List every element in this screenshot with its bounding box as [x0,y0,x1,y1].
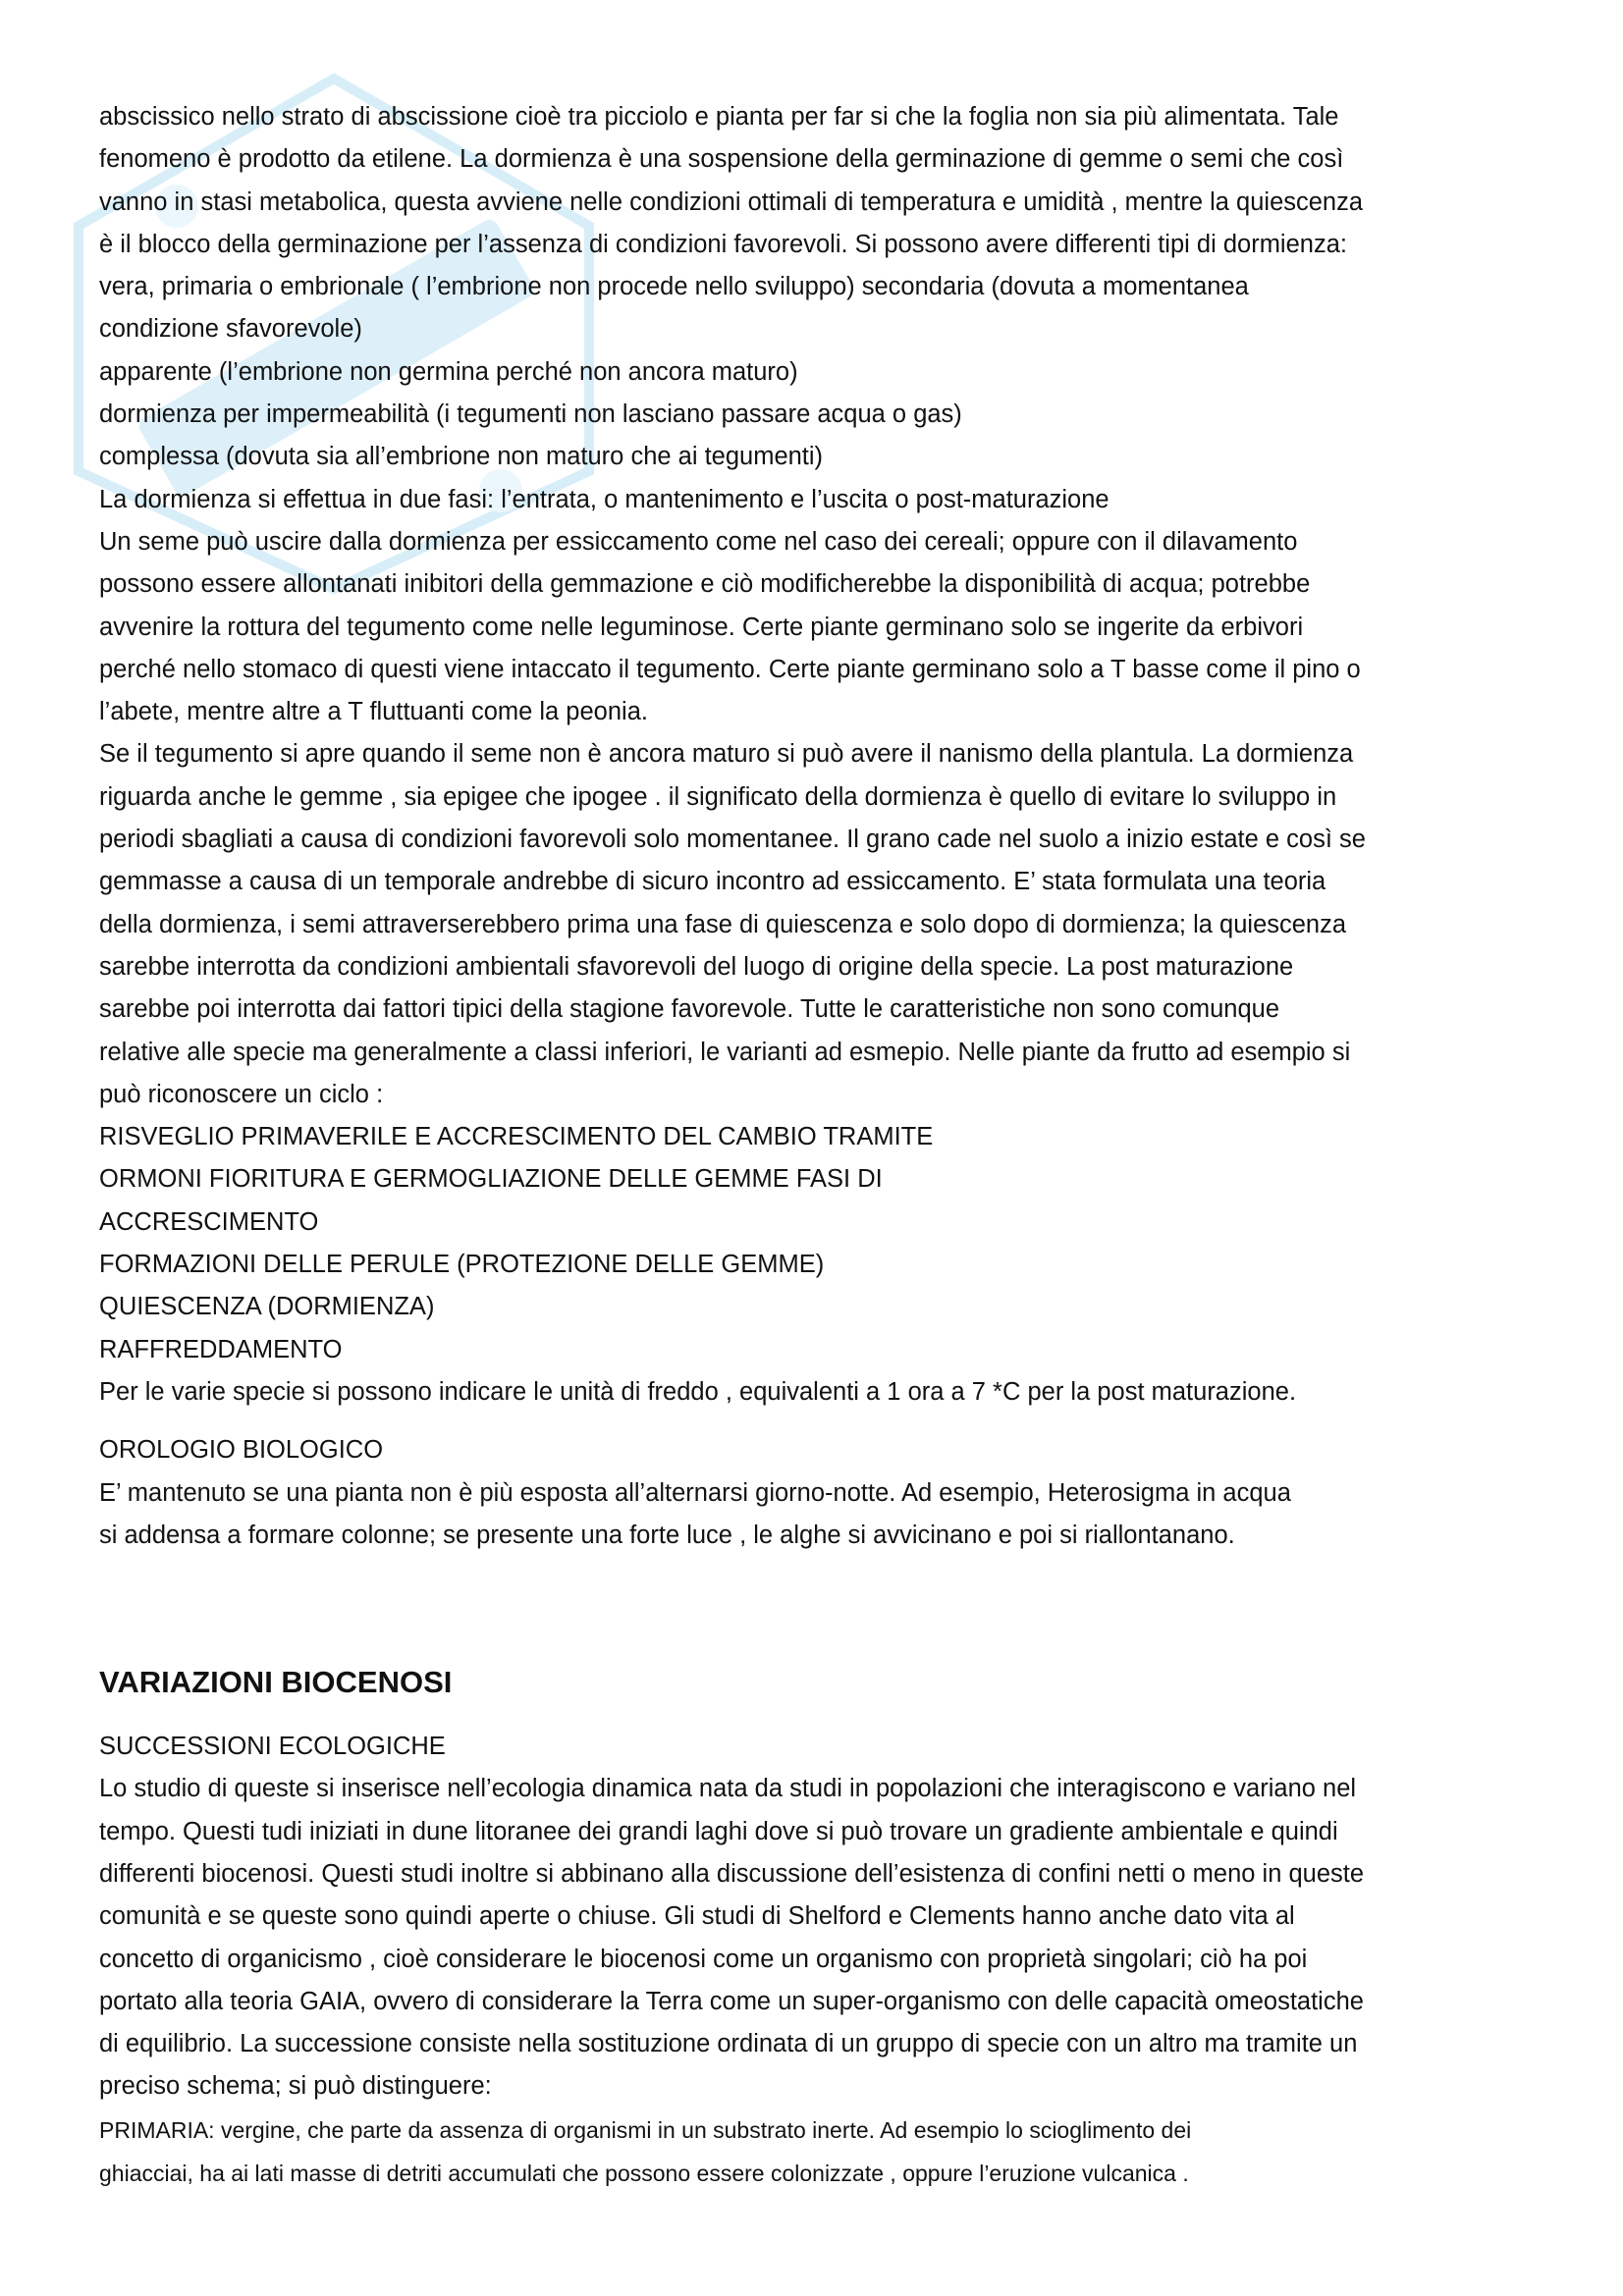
text-line: è il blocco della germinazione per l’assenza di condizioni favorevoli. Si possono avere differenti tipi di dormienza: [99,230,1347,258]
section-successioni-ecologiche [99,1726,1523,2195]
text-line: perché nello stomaco di questi viene intaccato il tegumento. Certe piante germinano solo a T basse come il pino o [99,655,1361,683]
text-line: portato alla teoria GAIA, ovvero di considerare la Terra come un super-organismo con delle capacità omeostatiche [99,1987,1364,2015]
text-line: sarebbe poi interrotta dai fattori tipici della stagione favorevole. Tutte le caratteristiche non sono comunque [99,995,1280,1024]
text-line: apparente (l’embrione non germina perché non ancora maturo) [99,357,798,386]
text-line: La dormienza si effettua in due fasi: l’entrata, o mantenimento e l’uscita o post-maturazione [99,485,1109,513]
text-line: Un seme può uscire dalla dormienza per essiccamento come nel caso dei cereali; oppure con il dilavamento [99,527,1298,556]
section-title: VARIAZIONI BIOCENOSI [99,1665,453,1700]
paragraph-successioni [99,1768,1523,2108]
text-line: avvenire la rottura del tegumento come nelle leguminose. Certe piante germinano solo se ingerite da erbivori [99,613,1304,641]
text-line: vanno in stasi metabolica, questa avviene nelle condizioni ottimali di temperatura e umidità , mentre la quiescenza [99,187,1364,216]
text-line: vera, primaria o embrionale ( l’embrione non procede nello sviluppo) secondaria (dovuta a momentanea [99,273,1249,301]
text-line: RAFFREDDAMENTO [99,1335,343,1363]
subheading-orologio: OROLOGIO BIOLOGICO [99,1436,384,1465]
text-line: ACCRESCIMENTO [99,1207,319,1236]
text-line: differenti biocenosi. Questi studi inoltre si abbinano alla discussione dell’esistenza di confini netti o meno in queste [99,1859,1365,1888]
document-page [99,96,1523,2195]
section-orologio-biologico [99,1429,1523,1557]
text-line: fenomeno è prodotto da etilene. La dormienza è una sospensione della germinazione di gemme o semi che così [99,145,1344,174]
text-line: si addensa a formare colonne; se presente una forte luce , le alghe si avvicinano e poi si riallontanano. [99,1521,1235,1549]
text-line: Per le varie specie si possono indicare le unità di freddo , equivalenti a 1 ora a 7 *C per la post maturazione. [99,1377,1297,1406]
text-line: PRIMARIA: vergine, che parte da assenza di organismi in un substrato inerte. Ad esempio lo scioglimento dei [99,2116,1192,2143]
text-line: tempo. Questi tudi iniziati in dune litoranee dei grandi laghi dove si può trovare un gradiente ambientale e quindi [99,1817,1338,1845]
text-line: Lo studio di queste si inserisce nell’ecologia dinamica nata da studi in popolazioni che interagiscono e variano nel [99,1775,1357,1803]
text-line: relative alle specie ma generalmente a classi inferiori, le varianti ad esmepio. Nelle piante da frutto ad esempio si [99,1038,1351,1066]
text-line: comunità e se queste sono quindi aperte o chiuse. Gli studi di Shelford e Clements hanno anche dato vita al [99,1902,1295,1931]
text-line: QUIESCENZA (DORMIENZA) [99,1293,435,1321]
paragraph-primaria [99,2109,1523,2195]
text-line: possono essere allontanati inibitori della gemmazione e ciò modificherebbe la disponibilità di acqua; potrebbe [99,570,1311,599]
text-line: riguarda anche le gemme , sia epigee che ipogee . il significato della dormienza è quello di evitare lo sviluppo in [99,782,1337,811]
text-line: può riconoscere un ciclo : [99,1080,384,1108]
text-line: Se il tegumento si apre quando il seme non è ancora maturo si può avere il nanismo della plantula. La dormienza [99,740,1354,769]
text-line: complessa (dovuta sia all’embrione non maturo che ai tegumenti) [99,443,824,471]
paragraph-dormienza [99,96,1523,1414]
text-line: concetto di organicismo , cioè considerare le biocenosi come un organismo con proprietà singolari; ciò ha poi [99,1945,1308,1973]
text-line: abscissico nello strato di abscissione cioè tra picciolo e pianta per far si che la foglia non sia più alimentata. Tale [99,103,1339,131]
paragraph-orologio [99,1472,1523,1558]
text-line: l’abete, mentre altre a T fluttuanti come la peonia. [99,698,648,726]
text-line: FORMAZIONI DELLE PERULE (PROTEZIONE DELLE GEMME) [99,1251,825,1279]
text-line: sarebbe interrotta da condizioni ambientali sfavorevoli del luogo di origine della specie. La post maturazione [99,952,1294,981]
text-line: di equilibrio. La successione consiste nella sostituzione ordinata di un gruppo di specie con un altro ma tramite un [99,2030,1358,2058]
text-line: della dormienza, i semi attraverserebbero prima una fase di quiescenza e solo dopo di dormienza; la quiescenza [99,910,1347,938]
text-line: periodi sbagliati a causa di condizioni favorevoli solo momentanee. Il grano cade nel suolo a inizio estate e così se [99,826,1366,854]
subheading-successioni: SUCCESSIONI ECOLOGICHE [99,1733,446,1761]
text-line: dormienza per impermeabilità (i tegumenti non lasciano passare acqua o gas) [99,400,962,429]
text-line: gemmasse a causa di un temporale andrebbe di sicuro incontro ad essiccamento. E’ stata formulata una teoria [99,868,1326,896]
text-line: preciso schema; si può distinguere: [99,2072,492,2101]
text-line: ORMONI FIORITURA E GERMOGLIAZIONE DELLE GEMME FASI DI [99,1165,883,1194]
text-line: ghiacciai, ha ai lati masse di detriti accumulati che possono essere colonizzate , oppure l’eruzione vulcanica . [99,2160,1189,2186]
text-line: E’ mantenuto se una pianta non è più esposta all’alternarsi giorno-notte. Ad esempio, Heterosigma in acqua [99,1478,1291,1507]
text-line: condizione sfavorevole) [99,315,362,344]
text-line: RISVEGLIO PRIMAVERILE E ACCRESCIMENTO DEL CAMBIO TRAMITE [99,1123,934,1151]
